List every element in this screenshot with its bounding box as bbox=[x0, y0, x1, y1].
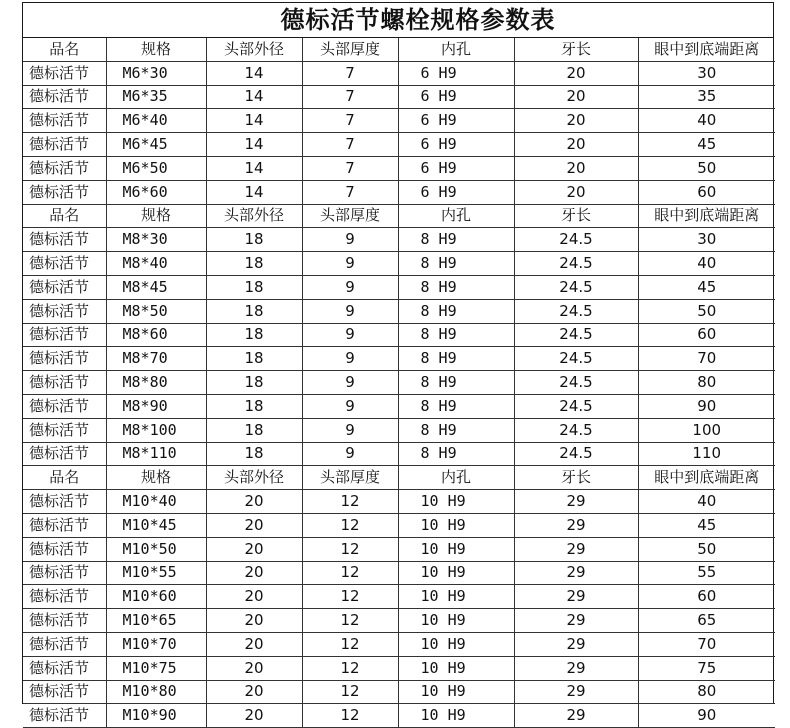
head-diameter-cell: 18 bbox=[206, 299, 302, 323]
thread-length-cell: 29 bbox=[514, 609, 638, 633]
head-diameter-cell: 18 bbox=[206, 371, 302, 395]
table-row bbox=[23, 323, 775, 347]
eye-to-end-cell: 80 bbox=[638, 371, 775, 395]
thread-length-cell: 20 bbox=[514, 61, 638, 85]
bore-cell: 10 H9 bbox=[398, 561, 514, 585]
spec-cell: M8*100 bbox=[106, 418, 206, 442]
table-row bbox=[23, 490, 775, 514]
bore-cell: 10 H9 bbox=[398, 585, 514, 609]
table-row bbox=[23, 561, 775, 585]
bore-cell: 6 H9 bbox=[398, 61, 514, 85]
thread-length-cell: 24.5 bbox=[514, 299, 638, 323]
bore-cell: 10 H9 bbox=[398, 704, 514, 728]
eye-to-end-cell: 40 bbox=[638, 490, 775, 514]
spec-cell: M6*40 bbox=[106, 109, 206, 133]
head-thickness-cell: 12 bbox=[302, 609, 398, 633]
head-diameter-cell: 18 bbox=[206, 418, 302, 442]
product-name-cell: 德标活节 bbox=[23, 442, 106, 466]
head-thickness-cell: 12 bbox=[302, 704, 398, 728]
eye-to-end-cell: 100 bbox=[638, 418, 775, 442]
head-thickness-cell: 12 bbox=[302, 632, 398, 656]
table-row bbox=[23, 513, 775, 537]
head-thickness-cell: 9 bbox=[302, 371, 398, 395]
head-thickness-cell: 12 bbox=[302, 680, 398, 704]
table-row bbox=[23, 252, 775, 276]
product-name-cell: 德标活节 bbox=[23, 228, 106, 252]
spec-cell: M6*50 bbox=[106, 156, 206, 180]
head-thickness-cell: 7 bbox=[302, 61, 398, 85]
thread-length-cell: 24.5 bbox=[514, 442, 638, 466]
product-name-cell: 德标活节 bbox=[23, 347, 106, 371]
bore-cell: 6 H9 bbox=[398, 133, 514, 157]
head-thickness-cell: 9 bbox=[302, 347, 398, 371]
thread-length-cell: 29 bbox=[514, 490, 638, 514]
eye-to-end-cell: 80 bbox=[638, 680, 775, 704]
eye-to-end-cell: 50 bbox=[638, 537, 775, 561]
product-name-cell: 德标活节 bbox=[23, 632, 106, 656]
spec-cell: M8*70 bbox=[106, 347, 206, 371]
column-header: 牙长 bbox=[514, 466, 638, 490]
head-thickness-cell: 7 bbox=[302, 180, 398, 204]
thread-length-cell: 29 bbox=[514, 561, 638, 585]
table-row bbox=[23, 632, 775, 656]
thread-length-cell: 20 bbox=[514, 133, 638, 157]
column-header: 眼中到底端距离 bbox=[638, 204, 775, 228]
spec-cell: M8*45 bbox=[106, 275, 206, 299]
product-name-cell: 德标活节 bbox=[23, 680, 106, 704]
eye-to-end-cell: 60 bbox=[638, 585, 775, 609]
thread-length-cell: 24.5 bbox=[514, 323, 638, 347]
table-row bbox=[23, 656, 775, 680]
eye-to-end-cell: 30 bbox=[638, 61, 775, 85]
eye-to-end-cell: 90 bbox=[638, 394, 775, 418]
column-header: 头部厚度 bbox=[302, 204, 398, 228]
spec-cell: M8*40 bbox=[106, 252, 206, 276]
head-diameter-cell: 14 bbox=[206, 61, 302, 85]
eye-to-end-cell: 65 bbox=[638, 609, 775, 633]
header-row bbox=[23, 466, 775, 490]
column-header: 眼中到底端距离 bbox=[638, 38, 775, 61]
eye-to-end-cell: 45 bbox=[638, 275, 775, 299]
head-diameter-cell: 18 bbox=[206, 323, 302, 347]
eye-to-end-cell: 55 bbox=[638, 561, 775, 585]
spec-cell: M6*45 bbox=[106, 133, 206, 157]
eye-to-end-cell: 90 bbox=[638, 704, 775, 728]
spec-cell: M10*55 bbox=[106, 561, 206, 585]
thread-length-cell: 20 bbox=[514, 180, 638, 204]
spec-cell: M10*80 bbox=[106, 680, 206, 704]
head-thickness-cell: 12 bbox=[302, 656, 398, 680]
head-diameter-cell: 18 bbox=[206, 252, 302, 276]
product-name-cell: 德标活节 bbox=[23, 299, 106, 323]
header-row bbox=[23, 204, 775, 228]
thread-length-cell: 29 bbox=[514, 704, 638, 728]
product-name-cell: 德标活节 bbox=[23, 609, 106, 633]
product-name-cell: 德标活节 bbox=[23, 180, 106, 204]
column-header: 品名 bbox=[23, 466, 106, 490]
head-thickness-cell: 9 bbox=[302, 299, 398, 323]
spec-cell: M8*30 bbox=[106, 228, 206, 252]
product-name-cell: 德标活节 bbox=[23, 109, 106, 133]
head-diameter-cell: 14 bbox=[206, 133, 302, 157]
eye-to-end-cell: 70 bbox=[638, 632, 775, 656]
table-row bbox=[23, 61, 775, 85]
spec-cell: M10*40 bbox=[106, 490, 206, 514]
thread-length-cell: 24.5 bbox=[514, 252, 638, 276]
thread-length-cell: 20 bbox=[514, 85, 638, 109]
table-row bbox=[23, 609, 775, 633]
spec-cell: M6*35 bbox=[106, 85, 206, 109]
bore-cell: 10 H9 bbox=[398, 632, 514, 656]
product-name-cell: 德标活节 bbox=[23, 323, 106, 347]
table-row bbox=[23, 442, 775, 466]
head-thickness-cell: 9 bbox=[302, 394, 398, 418]
bore-cell: 10 H9 bbox=[398, 490, 514, 514]
bore-cell: 10 H9 bbox=[398, 609, 514, 633]
product-name-cell: 德标活节 bbox=[23, 394, 106, 418]
head-thickness-cell: 7 bbox=[302, 109, 398, 133]
table-row bbox=[23, 299, 775, 323]
product-name-cell: 德标活节 bbox=[23, 61, 106, 85]
head-thickness-cell: 9 bbox=[302, 252, 398, 276]
thread-length-cell: 24.5 bbox=[514, 371, 638, 395]
head-thickness-cell: 12 bbox=[302, 537, 398, 561]
bore-cell: 8 H9 bbox=[398, 275, 514, 299]
eye-to-end-cell: 45 bbox=[638, 513, 775, 537]
thread-length-cell: 29 bbox=[514, 537, 638, 561]
spec-cell: M10*65 bbox=[106, 609, 206, 633]
head-diameter-cell: 20 bbox=[206, 632, 302, 656]
eye-to-end-cell: 40 bbox=[638, 109, 775, 133]
spec-sheet bbox=[22, 2, 774, 725]
column-header: 牙长 bbox=[514, 38, 638, 61]
head-diameter-cell: 18 bbox=[206, 442, 302, 466]
column-header: 头部外径 bbox=[206, 204, 302, 228]
head-thickness-cell: 12 bbox=[302, 561, 398, 585]
table-row bbox=[23, 537, 775, 561]
head-thickness-cell: 9 bbox=[302, 418, 398, 442]
column-header: 规格 bbox=[106, 466, 206, 490]
column-header: 品名 bbox=[23, 204, 106, 228]
table-row bbox=[23, 156, 775, 180]
head-diameter-cell: 18 bbox=[206, 275, 302, 299]
product-name-cell: 德标活节 bbox=[23, 418, 106, 442]
product-name-cell: 德标活节 bbox=[23, 656, 106, 680]
eye-to-end-cell: 35 bbox=[638, 85, 775, 109]
table-row bbox=[23, 418, 775, 442]
thread-length-cell: 20 bbox=[514, 109, 638, 133]
bore-cell: 10 H9 bbox=[398, 656, 514, 680]
bore-cell: 6 H9 bbox=[398, 156, 514, 180]
product-name-cell: 德标活节 bbox=[23, 513, 106, 537]
head-diameter-cell: 20 bbox=[206, 561, 302, 585]
spec-table-body bbox=[23, 38, 775, 728]
eye-to-end-cell: 60 bbox=[638, 180, 775, 204]
column-header: 品名 bbox=[23, 38, 106, 61]
head-diameter-cell: 18 bbox=[206, 394, 302, 418]
product-name-cell: 德标活节 bbox=[23, 275, 106, 299]
eye-to-end-cell: 110 bbox=[638, 442, 775, 466]
bore-cell: 8 H9 bbox=[398, 442, 514, 466]
thread-length-cell: 24.5 bbox=[514, 347, 638, 371]
eye-to-end-cell: 30 bbox=[638, 228, 775, 252]
bore-cell: 8 H9 bbox=[398, 371, 514, 395]
bore-cell: 8 H9 bbox=[398, 252, 514, 276]
head-diameter-cell: 20 bbox=[206, 585, 302, 609]
bore-cell: 10 H9 bbox=[398, 680, 514, 704]
bore-cell: 8 H9 bbox=[398, 394, 514, 418]
product-name-cell: 德标活节 bbox=[23, 561, 106, 585]
product-name-cell: 德标活节 bbox=[23, 704, 106, 728]
bore-cell: 8 H9 bbox=[398, 418, 514, 442]
bore-cell: 6 H9 bbox=[398, 109, 514, 133]
head-thickness-cell: 9 bbox=[302, 275, 398, 299]
table-row bbox=[23, 371, 775, 395]
bore-cell: 8 H9 bbox=[398, 228, 514, 252]
spec-cell: M6*30 bbox=[106, 61, 206, 85]
spec-cell: M8*80 bbox=[106, 371, 206, 395]
eye-to-end-cell: 50 bbox=[638, 156, 775, 180]
thread-length-cell: 24.5 bbox=[514, 228, 638, 252]
thread-length-cell: 29 bbox=[514, 680, 638, 704]
head-diameter-cell: 14 bbox=[206, 109, 302, 133]
head-diameter-cell: 20 bbox=[206, 704, 302, 728]
column-header: 内孔 bbox=[398, 38, 514, 61]
table-row bbox=[23, 704, 775, 728]
head-diameter-cell: 20 bbox=[206, 490, 302, 514]
spec-cell: M10*90 bbox=[106, 704, 206, 728]
table-row bbox=[23, 228, 775, 252]
head-diameter-cell: 20 bbox=[206, 513, 302, 537]
product-name-cell: 德标活节 bbox=[23, 133, 106, 157]
table-row bbox=[23, 275, 775, 299]
head-diameter-cell: 20 bbox=[206, 609, 302, 633]
column-header: 内孔 bbox=[398, 204, 514, 228]
eye-to-end-cell: 75 bbox=[638, 656, 775, 680]
spec-cell: M8*50 bbox=[106, 299, 206, 323]
eye-to-end-cell: 60 bbox=[638, 323, 775, 347]
table-row bbox=[23, 85, 775, 109]
head-thickness-cell: 9 bbox=[302, 228, 398, 252]
thread-length-cell: 29 bbox=[514, 585, 638, 609]
product-name-cell: 德标活节 bbox=[23, 85, 106, 109]
head-diameter-cell: 20 bbox=[206, 537, 302, 561]
spec-cell: M10*60 bbox=[106, 585, 206, 609]
column-header: 规格 bbox=[106, 204, 206, 228]
bore-cell: 8 H9 bbox=[398, 323, 514, 347]
product-name-cell: 德标活节 bbox=[23, 537, 106, 561]
head-diameter-cell: 14 bbox=[206, 180, 302, 204]
column-header: 头部外径 bbox=[206, 38, 302, 61]
header-row bbox=[23, 38, 775, 61]
head-thickness-cell: 9 bbox=[302, 323, 398, 347]
column-header: 头部外径 bbox=[206, 466, 302, 490]
table-row bbox=[23, 680, 775, 704]
bore-cell: 8 H9 bbox=[398, 299, 514, 323]
spec-cell: M10*50 bbox=[106, 537, 206, 561]
page-title: 德标活节螺栓规格参数表 bbox=[23, 3, 773, 38]
bore-cell: 10 H9 bbox=[398, 513, 514, 537]
table-row bbox=[23, 133, 775, 157]
head-thickness-cell: 7 bbox=[302, 133, 398, 157]
head-thickness-cell: 12 bbox=[302, 513, 398, 537]
eye-to-end-cell: 40 bbox=[638, 252, 775, 276]
table-row bbox=[23, 394, 775, 418]
spec-cell: M8*90 bbox=[106, 394, 206, 418]
thread-length-cell: 24.5 bbox=[514, 418, 638, 442]
head-thickness-cell: 7 bbox=[302, 156, 398, 180]
head-diameter-cell: 18 bbox=[206, 347, 302, 371]
spec-cell: M10*70 bbox=[106, 632, 206, 656]
spec-table bbox=[23, 38, 775, 728]
head-thickness-cell: 7 bbox=[302, 85, 398, 109]
bore-cell: 8 H9 bbox=[398, 347, 514, 371]
table-row bbox=[23, 109, 775, 133]
column-header: 眼中到底端距离 bbox=[638, 466, 775, 490]
column-header: 内孔 bbox=[398, 466, 514, 490]
eye-to-end-cell: 45 bbox=[638, 133, 775, 157]
table-row bbox=[23, 585, 775, 609]
column-header: 牙长 bbox=[514, 204, 638, 228]
head-thickness-cell: 12 bbox=[302, 585, 398, 609]
thread-length-cell: 29 bbox=[514, 632, 638, 656]
thread-length-cell: 20 bbox=[514, 156, 638, 180]
thread-length-cell: 29 bbox=[514, 513, 638, 537]
bore-cell: 6 H9 bbox=[398, 180, 514, 204]
table-row bbox=[23, 180, 775, 204]
product-name-cell: 德标活节 bbox=[23, 156, 106, 180]
spec-cell: M6*60 bbox=[106, 180, 206, 204]
bore-cell: 6 H9 bbox=[398, 85, 514, 109]
spec-cell: M10*75 bbox=[106, 656, 206, 680]
spec-cell: M8*110 bbox=[106, 442, 206, 466]
eye-to-end-cell: 70 bbox=[638, 347, 775, 371]
head-diameter-cell: 14 bbox=[206, 85, 302, 109]
eye-to-end-cell: 50 bbox=[638, 299, 775, 323]
thread-length-cell: 29 bbox=[514, 656, 638, 680]
product-name-cell: 德标活节 bbox=[23, 490, 106, 514]
head-diameter-cell: 20 bbox=[206, 680, 302, 704]
spec-cell: M8*60 bbox=[106, 323, 206, 347]
thread-length-cell: 24.5 bbox=[514, 394, 638, 418]
product-name-cell: 德标活节 bbox=[23, 252, 106, 276]
head-diameter-cell: 18 bbox=[206, 228, 302, 252]
head-diameter-cell: 20 bbox=[206, 656, 302, 680]
product-name-cell: 德标活节 bbox=[23, 585, 106, 609]
head-diameter-cell: 14 bbox=[206, 156, 302, 180]
table-row bbox=[23, 347, 775, 371]
column-header: 规格 bbox=[106, 38, 206, 61]
column-header: 头部厚度 bbox=[302, 38, 398, 61]
thread-length-cell: 24.5 bbox=[514, 275, 638, 299]
head-thickness-cell: 12 bbox=[302, 490, 398, 514]
spec-cell: M10*45 bbox=[106, 513, 206, 537]
head-thickness-cell: 9 bbox=[302, 442, 398, 466]
product-name-cell: 德标活节 bbox=[23, 371, 106, 395]
bore-cell: 10 H9 bbox=[398, 537, 514, 561]
column-header: 头部厚度 bbox=[302, 466, 398, 490]
